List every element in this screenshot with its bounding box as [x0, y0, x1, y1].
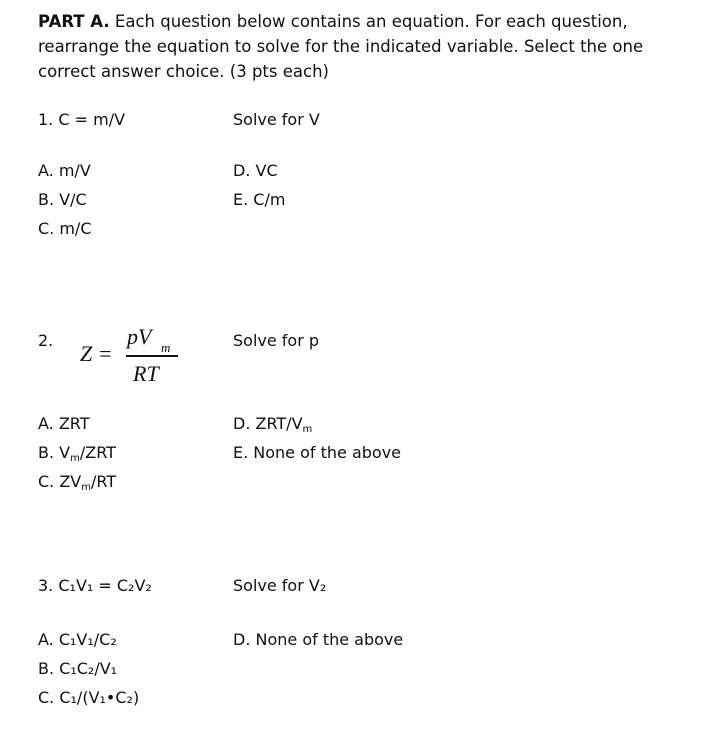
question-3-choice-d: D. None of the above — [233, 630, 404, 649]
question-2-choice-b: B. $V_m$/ZRT — [38, 443, 116, 464]
question-1-instruction: Solve for V — [233, 110, 320, 129]
question-2-choice-c: C. $ZV_m/RT$ — [38, 472, 117, 493]
question-1-choice-e: E. C/m — [233, 190, 286, 209]
fraction-bar — [126, 355, 178, 357]
instructions-text: Each question below contains an equation. For each question, rearrange the equation to solve for the indicated variable. Select the one correct answer choice. (3 pts each) — [38, 12, 644, 81]
question-2-equation — [80, 322, 180, 392]
question-3-instruction: Solve for V₂ — [233, 576, 327, 595]
equation-denominator: RT — [133, 361, 159, 386]
equation-numerator-subscript: m — [161, 340, 171, 355]
question-3-choice-c: C. C₁/(V₁•C₂) — [38, 688, 140, 707]
question-2-instruction: Solve for p — [233, 331, 320, 350]
question-1-choice-b: B. V/C — [38, 190, 87, 209]
question-1-choice-d: D. VC — [233, 161, 278, 180]
question-2-choice-a: A. ZRT — [38, 414, 90, 433]
equation-lhs: Z = — [80, 341, 113, 366]
question-2-choice-d: D. ZRT/$V_m$ — [233, 414, 313, 435]
question-1-choice-a: A. m/V — [38, 161, 91, 180]
equation-numerator: pV — [127, 324, 152, 349]
question-3-equation: 3. C₁V₁ = C₂V₂ — [38, 576, 152, 595]
question-1-equation: 1. C = m/V — [38, 110, 126, 129]
question-1-choice-c: C. m/C — [38, 219, 92, 238]
instructions-paragraph — [38, 9, 678, 84]
question-2-number: 2. — [38, 331, 54, 350]
question-3-choice-b: B. C₁C₂/V₁ — [38, 659, 118, 678]
question-2-choice-e: E. None of the above — [233, 443, 402, 462]
part-heading: PART A. — [38, 12, 110, 31]
question-3-choice-a: A. C₁V₁/C₂ — [38, 630, 117, 649]
